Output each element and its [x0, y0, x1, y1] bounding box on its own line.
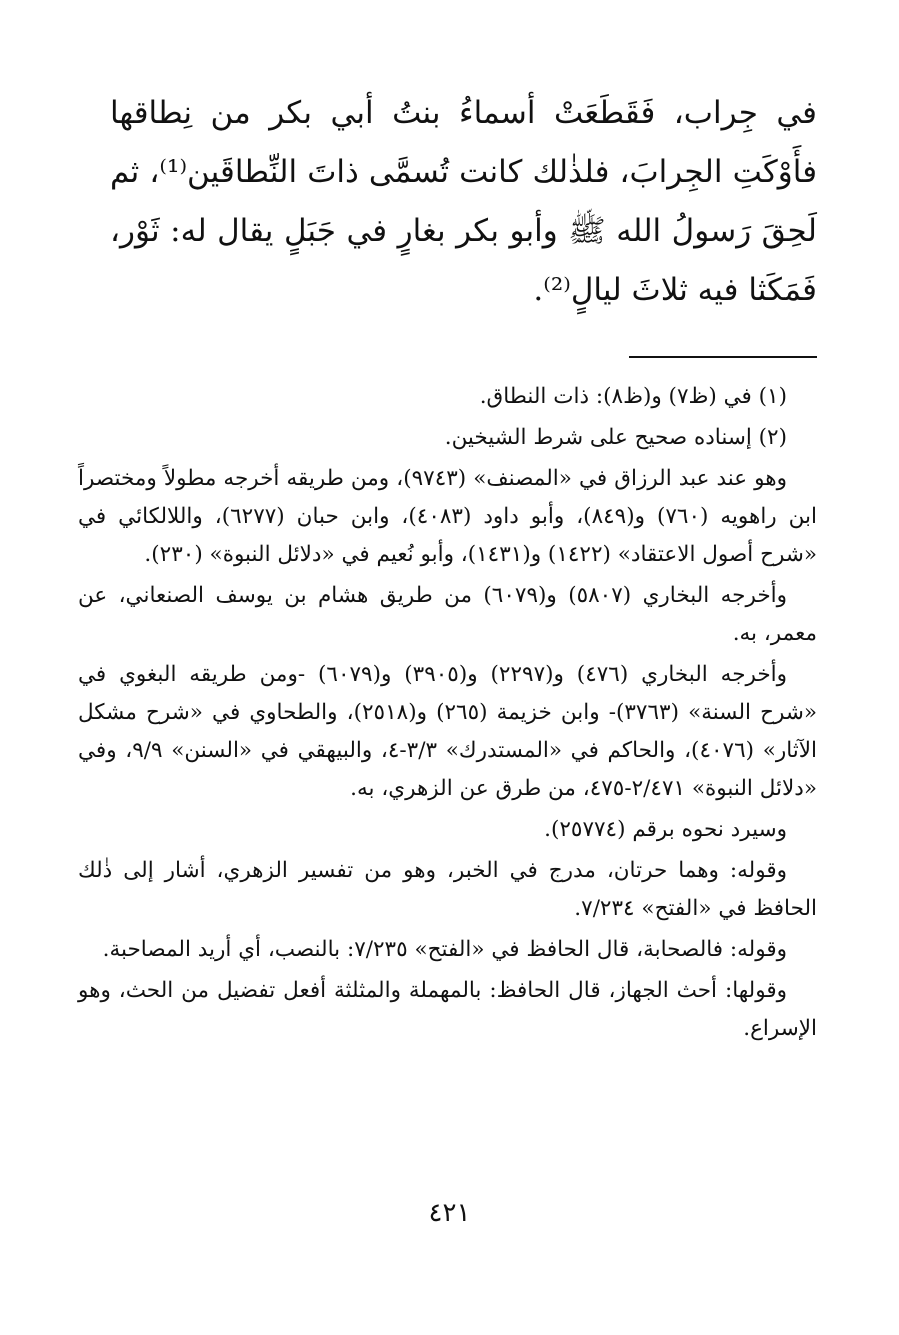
footnote-paragraph: (٢) إسناده صحيح على شرط الشيخين. [444, 425, 787, 450]
footnote-paragraph: وهو عند عبد الرزاق في «المصنف» (٩٧٤٣)، ومن طريقه أخرجه مطولاً ومختصراً ابن راهويه (٧٦٠) و(٨٤٩)، وأبو داود (٤٠٨٣)، وابن حبان (٦٢٧٧)، واللالكائي في «شرح أصول الاعتقاد» (١٤٢٢) و(١٤٣١)، وأبو نُعيم في «دلائل النبوة» (٢٣٠). [78, 466, 817, 567]
footnote-paragraph: وقوله: وهما حرتان، مدرج في الخبر، وهو من تفسير الزهري، أشار إلى ذٰلك الحافظ في «الفتح» ٧/٢٣٤. [78, 858, 817, 921]
footnotes [78, 378, 817, 1051]
footnote-paragraph: وأخرجه البخاري (٤٧٦) و(٢٢٩٧) و(٣٩٠٥) و(٦٠٧٩) -ومن طريقه البغوي في «شرح السنة» (٣٧٦٣)- وابن خزيمة (٢٦٥) و(٢٥١٨)، والطحاوي في «شرح مشكل الآثار» (٤٠٧٦)، والحاكم في «المستدرك» ٣/٣-٤، والبيهقي في «السنن» ٩/٩، وفي «دلائل النبوة» ٢/٤٧١-٤٧٥، من طرق عن الزهري، به. [78, 662, 818, 801]
main-text: في جِراب، فَقَطَعَتْ أسماءُ بنتُ أبي بكر من نِطاقها فأَوْكَتِ الجِرابَ، فلذٰلك كانت تُسمَّى ذاتَ النِّطاقَين⁽¹⁾، ثم لَحِقَ رَسولُ الله ﷺ وأبو بكر بغارٍ في جَبَلٍ يقال له: ثَوْر، فَمَكَثا فيه ثلاثَ ليالٍ⁽²⁾. [110, 95, 818, 308]
footnote-separator [629, 356, 817, 358]
footnote-paragraph: وقوله: فالصحابة، قال الحافظ في «الفتح» ٧/٢٣٥: بالنصب، أي أريد المصاحبة. [102, 937, 787, 962]
footnote-paragraph: وأخرجه البخاري (٥٨٠٧) و(٦٠٧٩) من طريق هشام بن يوسف الصنعاني، عن معمر، به. [78, 583, 817, 646]
footnote-paragraph: وسيرد نحوه برقم (٢٥٧٧٤). [544, 817, 787, 842]
page-number: ٤٢١ [428, 1198, 471, 1228]
footnote-paragraph: وقولها: أحث الجهاز، قال الحافظ: بالمهملة والمثلثة أفعل تفضيل من الحث، وهو الإسراع. [78, 978, 817, 1041]
footnote-paragraph: (١) في (ظ٧) و(ظ٨): ذات النطاق. [479, 384, 787, 409]
